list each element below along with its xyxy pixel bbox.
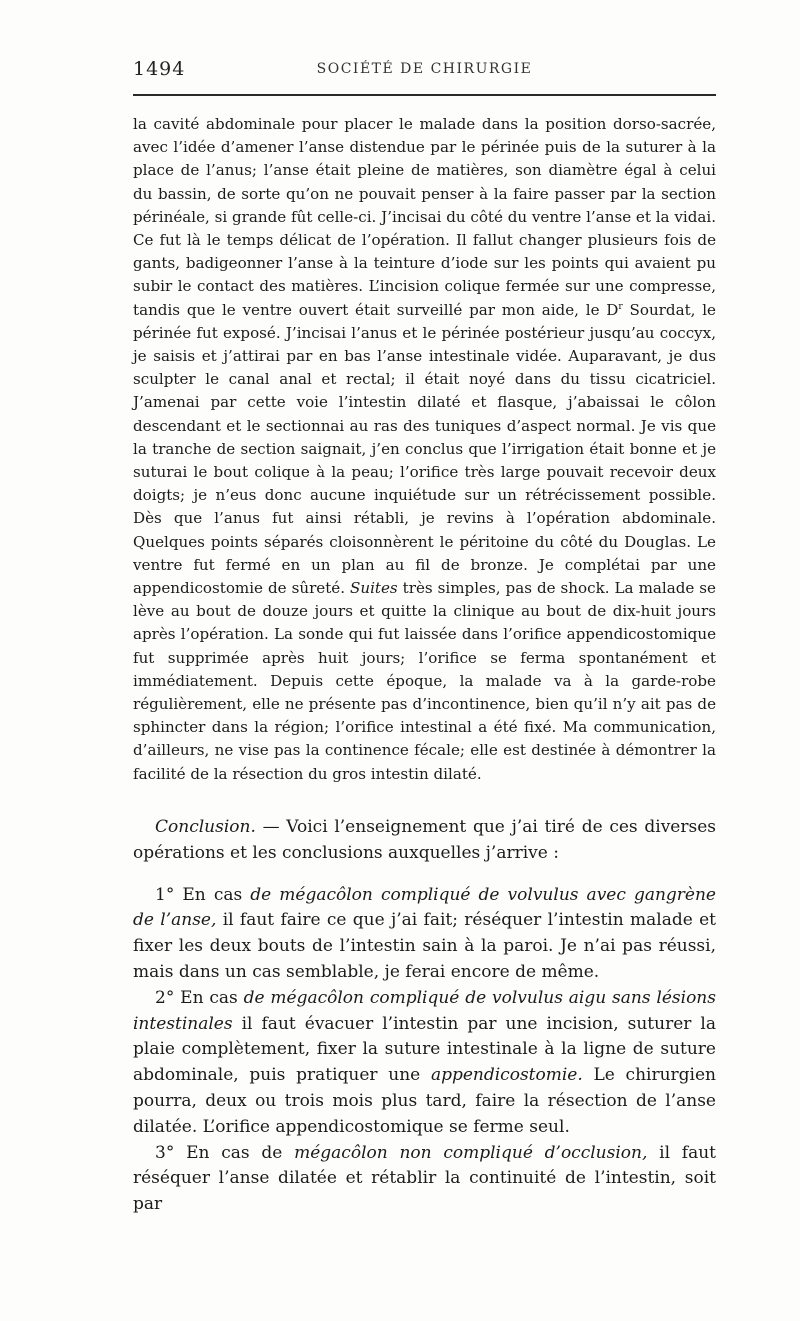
conclusion-block bbox=[133, 815, 716, 1218]
running-title: SOCIÉTÉ DE CHIRURGIE bbox=[316, 61, 533, 77]
point-3-number: 3° En cas de bbox=[155, 1142, 295, 1163]
point-2 bbox=[133, 986, 716, 1141]
point-3-italic: mégacôlon non compliqué d’occlusion, bbox=[294, 1142, 648, 1163]
main-paragraph-block bbox=[133, 113, 716, 786]
page-header bbox=[133, 58, 716, 88]
point-1-italic: de mégacôlon compliqué de volvulus avec gangrène de l’anse, bbox=[133, 884, 716, 931]
point-3 bbox=[133, 1141, 716, 1218]
point-2-italic-b: appendicostomie. bbox=[430, 1065, 583, 1086]
doctor-superscript: r bbox=[618, 301, 623, 312]
paragraph-text-a: la cavité abdominale pour placer le malade dans la position dorso-sacrée, avec l’idée d’amener l’anse distendue par le périnée puis de la suturer à la place de l’anus; l’anse était pleine de matières, son diamètre égal à celui du bassin, de sorte qu’on ne pouvait penser à la faire passer par la section périnéale, si grande fût celle-ci. J’incisai du côté du ventre l’anse et la vidai. Ce fut là le temps délicat de l’opération. Il fallut changer plusieurs fois de gants, badigeonner l’anse à la teinture d’iode sur les points qui avaient pu subir le contact des matières. L’incision colique fermée sur une compresse, tandis que le ventre ouvert était surveillé par mon aide, le D bbox=[133, 115, 716, 319]
spacer bbox=[133, 867, 716, 883]
paragraph-text-b: Sourdat, le périnée fut exposé. J’incisai l’anus et le périnée postérieur jusqu’au coccyx, je saisis et j’attirai par en bas l’anse intestinale vidée. Auparavant, je dus sculpter le canal anal et rectal; il était noyé dans du tissu cicatriciel. J’amenai par cette voie l’intestin dilaté et flasque, j’abaissai le côlon descendant et le sectionnai au ras des tuniques d’aspect normal. Je vis que la tranche de section saignait, j’en conclus que l’irrigation était bonne et je suturai le bout colique à la peau; l’orifice très large pouvait recevoir deux doigts; je n’eus donc aucune inquiétude sur un rétrécissement possible. Dès que l’anus fut ainsi rétabli, je revins à l’opération abdominale. Quelques points séparés cloisonnèrent le péritoine du côté du Douglas. Le ventre fut fermé en un plan au fil de bronze. Je complétai par une appendicostomie de sûreté. bbox=[133, 300, 716, 598]
point-2-italic: de mégacôlon compliqué de volvulus aigu sans lésions intestinales bbox=[133, 987, 716, 1034]
conclusion-label: Conclusion. bbox=[155, 817, 256, 837]
point-2-number: 2° En cas bbox=[155, 987, 244, 1008]
point-1-text: il faut faire ce que j’ai fait; réséquer l’intestin malade et fixer les deux bouts de l’intestin sain à la paroi. Je n’ai pas réussi, mais dans un cas semblable, je ferai encore de même. bbox=[133, 910, 716, 982]
conclusion-paragraph bbox=[133, 815, 716, 867]
page-number: 1494 bbox=[133, 58, 186, 80]
point-1 bbox=[133, 883, 716, 986]
point-3-text: il faut réséquer l’anse dilatée et rétablir la continuité de l’intestin, soit par bbox=[133, 1142, 717, 1215]
paragraph-text-c: très simples, pas de shock. La malade se lève au bout de douze jours et quitte la clinique au bout de dix-huit jours après l’opération. La sonde qui fut laissée dans l’orifice appendicostomique fut supprimée après huit jours; l’orifice se ferma spontanément et immédiatement. Depuis cette époque, la malade va à la garde-robe régulièrement, elle ne présente pas d’incontinence, bien qu’il n’y ait pas de sphincter dans la région; l’orifice intestinal a été fixé. Ma communication, d’ailleurs, ne vise pas la continence fécale; elle est destinée à démontrer la facilité de la résection du gros intestin dilaté. bbox=[133, 579, 716, 783]
point-2-text-b: Le chirurgien pourra, deux ou trois mois plus tard, faire la résection de l’anse dilatée. L’orifice appendicostomique se ferme seul. bbox=[133, 1065, 716, 1137]
point-1-number: 1° En cas bbox=[155, 884, 251, 905]
conclusion-text: — Voici l’enseignement que j’ai tiré de ces diverses opérations et les conclusions auxquelles j’arrive : bbox=[133, 817, 716, 863]
paragraph-operation bbox=[133, 113, 716, 786]
suites-italic: Suites bbox=[350, 579, 398, 598]
point-2-text-a: il faut évacuer l’intestin par une incision, suturer la plaie complètement, fixer la suture intestinale à la ligne de suture abdominale, puis pratiquer une bbox=[133, 1013, 716, 1086]
header-rule bbox=[133, 94, 716, 96]
